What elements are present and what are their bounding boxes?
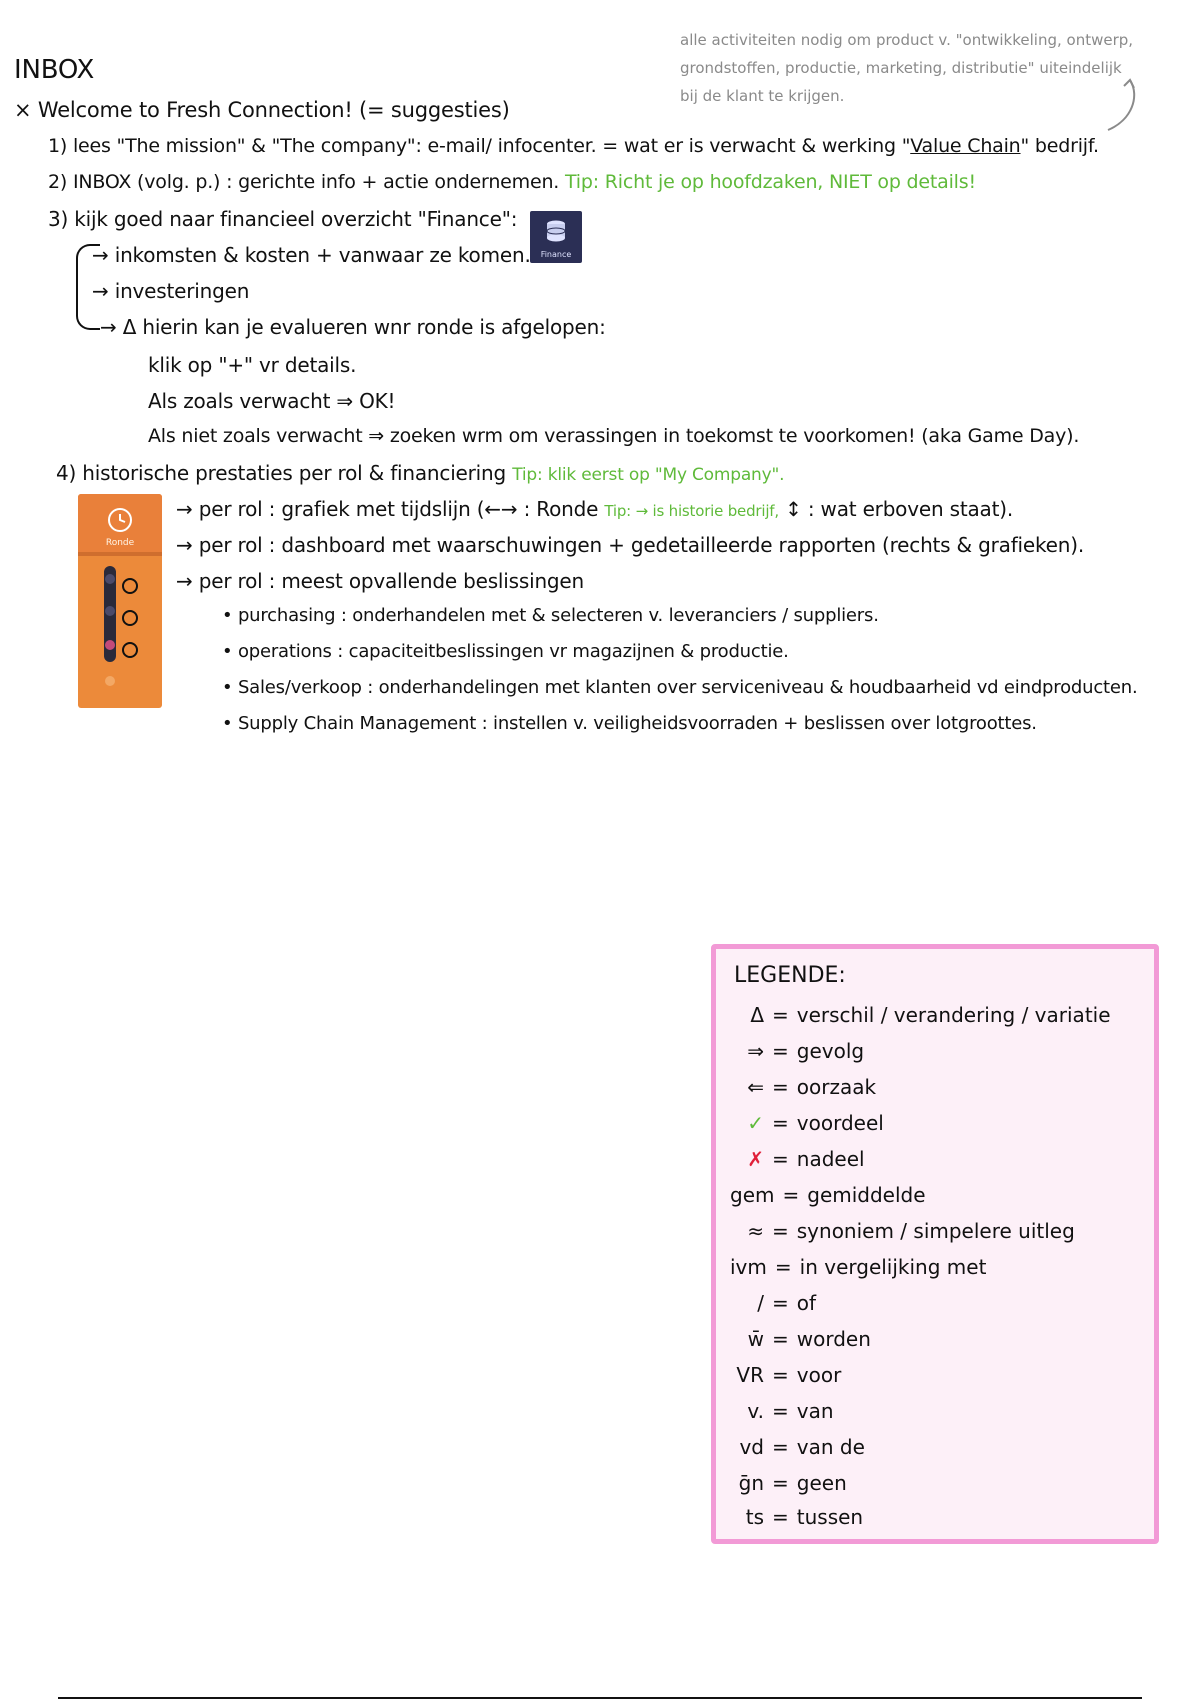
step-1-end: " bedrijf. [1020, 135, 1099, 157]
step-4-sub-1-end: ↕ : wat erboven staat). [785, 497, 1013, 521]
legend-item: VR = voor [736, 1363, 842, 1387]
step-3-sub-3: → Δ hierin kan je evalueren wnr ronde is afgelopen: [100, 315, 606, 339]
step-1-text: 1) lees "The mission" & "The company": e-mail/ infocenter. = wat er is verwacht & werking " [48, 135, 911, 157]
finance-icon-label: Finance [540, 250, 572, 259]
ronde-label: Ronde [105, 538, 135, 548]
legend-box [711, 944, 1159, 1544]
legend-item: ḡn = geen [738, 1471, 847, 1495]
step-4 [56, 462, 784, 486]
legend-item: v. = van [747, 1399, 834, 1423]
legend-item: / = of [757, 1291, 817, 1315]
round-dot [105, 606, 115, 616]
legend-item: ⇐ = oorzaak [747, 1075, 877, 1099]
step-4-sub-1 [176, 498, 1013, 521]
curved-arrow-icon [1100, 76, 1140, 136]
check-icon: ✓ [747, 1111, 764, 1135]
legend-item: ts = tussen [745, 1505, 864, 1529]
circle-mark-icon [122, 610, 138, 626]
step-3-line-1: klik op "+" vr details. [148, 353, 357, 377]
coin-stack-icon [545, 219, 567, 245]
bullet-item: • Sales/verkoop : onderhandelingen met klanten over serviceniveau & houdbaarheid vd eindproducten. [222, 677, 1138, 698]
welcome-line: × Welcome to Fresh Connection! (= suggesties) [14, 98, 510, 122]
clock-icon [106, 506, 134, 534]
step-2 [48, 172, 976, 194]
page-title: INBOX [14, 55, 95, 85]
round-dot [105, 574, 115, 584]
legend-item: ✓ = voordeel [730, 1111, 884, 1135]
legend-item: Δ = verschil / verandering / variatie [750, 1003, 1111, 1027]
legend-item: ⇒ = gevolg [747, 1039, 865, 1063]
bullet-item: • purchasing : onderhandelen met & selecteren v. leveranciers / suppliers. [222, 605, 879, 626]
bullet-item: • operations : capaciteitbeslissingen vr magazijnen & productie. [222, 641, 789, 662]
step-3-line-3: Als niet zoals verwacht ⇒ zoeken wrm om verassingen in toekomst te voorkomen! (aka Game Day). [148, 425, 1080, 447]
bullet-item: • Supply Chain Management : instellen v. veiligheidsvoorraden + beslissen over lotgroottes. [222, 713, 1037, 734]
finance-icon [530, 211, 582, 263]
value-chain-term: Value Chain [910, 135, 1021, 157]
legend-item: gem = gemiddelde [730, 1183, 926, 1207]
circle-mark-icon [122, 578, 138, 594]
step-4-sub-1-tip: Tip: → is historie bedrijf, [604, 502, 779, 520]
step-4-text: 4) historische prestaties per rol & financiering [56, 461, 507, 485]
step-4-sub-2: → per rol : dashboard met waarschuwingen + gedetailleerde rapporten (rechts & grafieken). [176, 533, 1085, 557]
step-4-sub-1-text: → per rol : grafiek met tijdslijn (←→ : Ronde [176, 497, 599, 521]
cross-icon: ✗ [747, 1147, 764, 1171]
margin-note: alle activiteiten nodig om product v. "ontwikkeling, ontwerp, grondstoffen, productie, marketing, distributie" uiteindelijk bij de klant te krijgen. [680, 31, 1134, 105]
legend-item: ≈ = synoniem / simpelere uitleg [747, 1219, 1075, 1243]
circle-mark-icon [122, 642, 138, 658]
legend-item: ✗ = nadeel [730, 1147, 865, 1171]
step-1 [48, 136, 1099, 158]
step-3: 3) kijk goed naar financieel overzicht "Finance": [48, 207, 518, 231]
step-3-sub-1: → inkomsten & kosten + vanwaar ze komen. [92, 243, 531, 267]
round-dot [105, 676, 115, 686]
step-4-sub-3: → per rol : meest opvallende beslissingen [176, 569, 584, 593]
round-dot-active [105, 640, 115, 650]
legend-item: vd = van de [739, 1435, 865, 1459]
step-2-tip: Tip: Richt je op hoofdzaken, NIET op details! [564, 171, 976, 193]
legend-item: w̄ = worden [747, 1327, 871, 1351]
step-3-sub-2: → investeringen [92, 279, 250, 303]
legend-item: ivm = in vergelijking met [730, 1255, 987, 1279]
ronde-card [78, 494, 162, 708]
step-4-tip: Tip: klik eerst op "My Company". [512, 465, 785, 485]
step-2-text: 2) INBOX (volg. p.) : gerichte info + actie ondernemen. [48, 171, 560, 193]
legend-title: LEGENDE: [734, 963, 846, 988]
step-3-line-2: Als zoals verwacht ⇒ OK! [148, 389, 396, 413]
bottom-divider [58, 1697, 1142, 1699]
